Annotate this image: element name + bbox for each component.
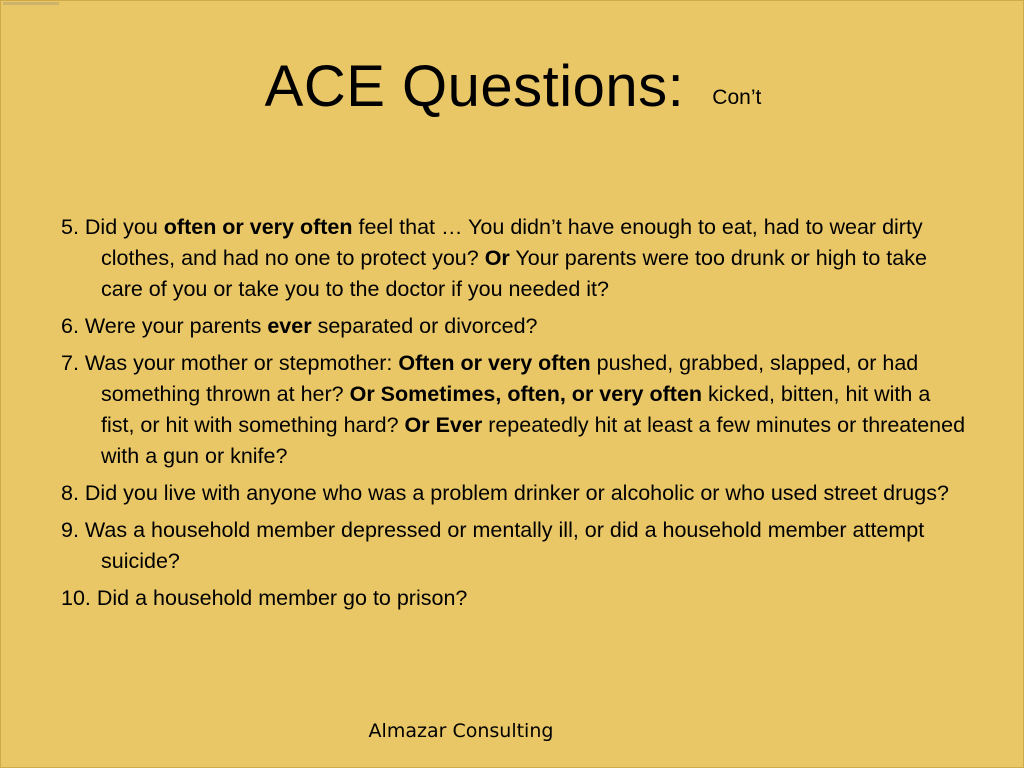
title-main: ACE Questions: — [264, 54, 685, 119]
question-text: 9. Was a household member depressed or mentally ill, or did a household member attempt suicide? — [61, 518, 925, 573]
question-text: 5. Did you — [61, 215, 164, 239]
title-sub: Con’t — [712, 86, 762, 109]
question-list — [61, 212, 966, 620]
question-text: 6. Were your parents — [61, 314, 268, 338]
question-item — [61, 311, 966, 342]
question-emphasis: Or — [484, 246, 510, 270]
slide-title — [1, 53, 1024, 120]
question-text: 10. Did a household member go to prison? — [61, 586, 468, 610]
question-text: 7. Was your mother or stepmother: — [61, 351, 399, 375]
question-item — [61, 478, 966, 509]
question-emphasis: often or very often — [163, 215, 353, 239]
question-item — [61, 583, 966, 614]
question-item — [61, 348, 966, 472]
question-item — [61, 212, 966, 305]
question-emphasis: Or Ever — [404, 413, 483, 437]
question-text: kicked, bitten, hit with a fist, or hit with something hard? — [101, 382, 931, 437]
question-text: separated or divorced? — [311, 314, 538, 338]
question-emphasis: Often or very often — [398, 351, 591, 375]
question-text: repeatedly hit at least a few minutes or threatened with a gun or knife? — [101, 413, 966, 468]
question-text: feel that … You didn’t have enough to eat, had to wear dirty clothes, and had no one to protect you? — [101, 215, 923, 270]
question-emphasis: Or Sometimes, often, or very often — [349, 382, 703, 406]
footer-text: Almazar Consulting — [368, 720, 554, 742]
question-item — [61, 515, 966, 577]
corner-mark — [3, 2, 59, 5]
question-text: Your parents were too drunk or high to take care of you or take you to the doctor if you needed it? — [101, 246, 927, 301]
question-text: 8. Did you live with anyone who was a problem drinker or alcoholic or who used street drugs? — [61, 481, 949, 505]
question-text: pushed, grabbed, slapped, or had something thrown at her? — [101, 351, 919, 406]
question-emphasis: ever — [267, 314, 312, 338]
